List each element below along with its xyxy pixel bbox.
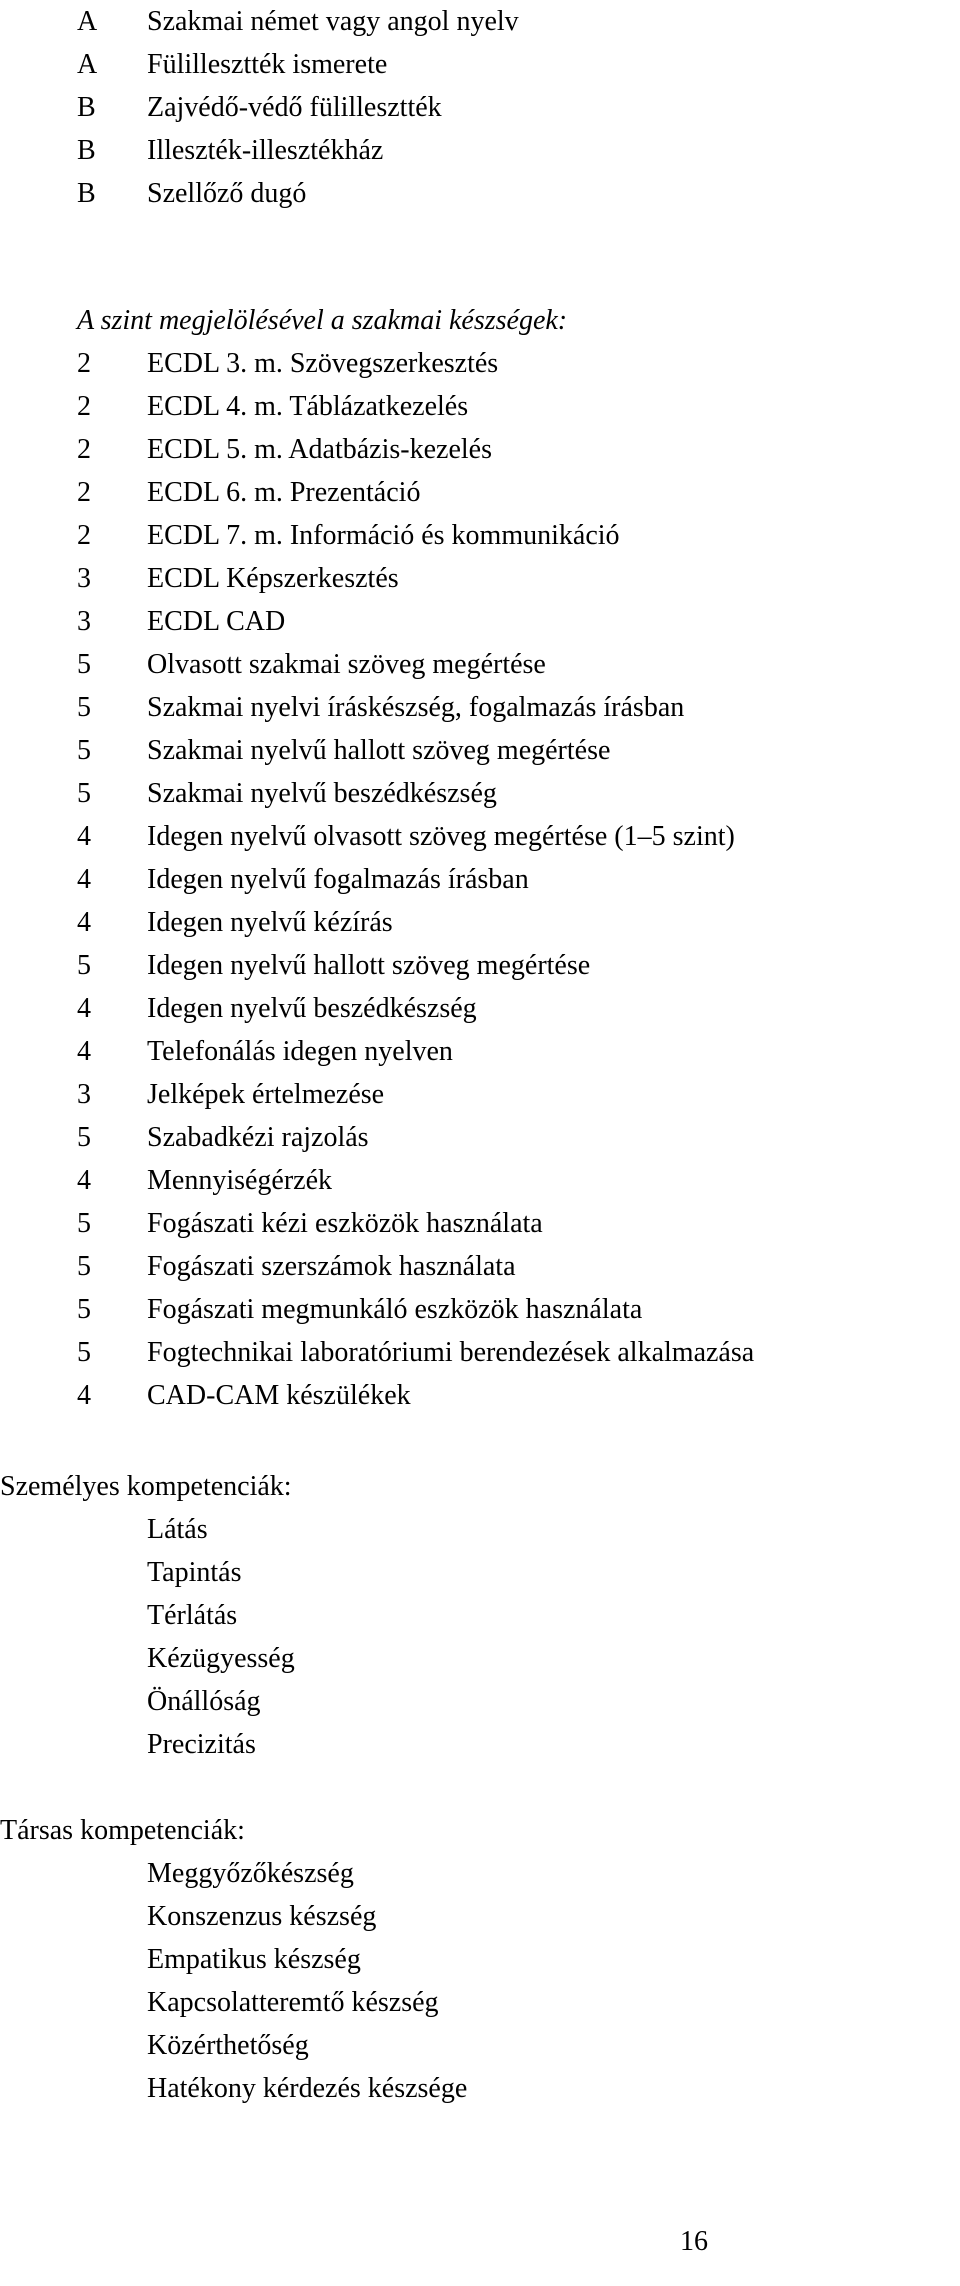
item-text: Empatikus készség <box>147 1944 361 1975</box>
level-code: A <box>77 6 98 37</box>
item-text: Fogászati kézi eszközök használata <box>147 1208 543 1239</box>
item-text: Fülillesztték ismerete <box>147 49 388 80</box>
item-text: ECDL 3. m. Szövegszerkesztés <box>147 348 499 379</box>
item-text: Közérthetőség <box>147 2030 309 2061</box>
level-code: 4 <box>77 1380 91 1411</box>
item-text: Szakmai nyelvű hallott szöveg megértése <box>147 735 611 766</box>
item-text: Tapintás <box>147 1557 242 1588</box>
item-text: Fogászati szerszámok használata <box>147 1251 516 1282</box>
item-text: Konszenzus készség <box>147 1901 377 1932</box>
item-text: Térlátás <box>147 1600 238 1631</box>
item-text: Szabadkézi rajzolás <box>147 1122 369 1153</box>
item-text: ECDL CAD <box>147 606 286 637</box>
item-text: Szakmai nyelvi íráskészség, fogalmazás írásban <box>147 692 685 723</box>
item-text: Olvasott szakmai szöveg megértése <box>147 649 546 680</box>
level-code: 2 <box>77 477 91 508</box>
level-code: 3 <box>77 1079 91 1110</box>
level-code: 5 <box>77 1122 91 1153</box>
level-code: B <box>77 178 96 209</box>
social-competencies-heading: Társas kompetenciák: <box>0 1815 245 1846</box>
item-text: Idegen nyelvű beszédkészség <box>147 993 477 1024</box>
level-code: 3 <box>77 563 91 594</box>
level-code: 4 <box>77 907 91 938</box>
item-text: Kézügyesség <box>147 1643 295 1674</box>
level-code: 4 <box>77 864 91 895</box>
item-text: Szakmai nyelvű beszédkészség <box>147 778 497 809</box>
level-code: 5 <box>77 1251 91 1282</box>
level-code: B <box>77 92 96 123</box>
level-code: 4 <box>77 993 91 1024</box>
item-text: Szakmai német vagy angol nyelv <box>147 6 519 37</box>
level-code: 2 <box>77 391 91 422</box>
page-number: 16 <box>680 2226 708 2257</box>
level-code: 5 <box>77 950 91 981</box>
item-text: Fogászati megmunkáló eszközök használata <box>147 1294 643 1325</box>
item-text: Kapcsolatteremtő készség <box>147 1987 439 2018</box>
level-code: 5 <box>77 1337 91 1368</box>
level-code: 5 <box>77 735 91 766</box>
item-text: ECDL Képszerkesztés <box>147 563 399 594</box>
level-code: 4 <box>77 1165 91 1196</box>
item-text: CAD-CAM készülékek <box>147 1380 411 1411</box>
level-code: 2 <box>77 434 91 465</box>
item-text: Precizitás <box>147 1729 256 1760</box>
skills-heading: A szint megjelölésével a szakmai készségek: <box>77 305 568 336</box>
level-code: 2 <box>77 348 91 379</box>
item-text: Hatékony kérdezés készsége <box>147 2073 468 2104</box>
level-code: 2 <box>77 520 91 551</box>
item-text: Mennyiségérzék <box>147 1165 333 1196</box>
item-text: ECDL 4. m. Táblázatkezelés <box>147 391 469 422</box>
item-text: Meggyőzőkészség <box>147 1858 354 1889</box>
level-code: 5 <box>77 1294 91 1325</box>
item-text: Szellőző dugó <box>147 178 307 209</box>
item-text: Látás <box>147 1514 208 1545</box>
level-code: 5 <box>77 778 91 809</box>
item-text: Idegen nyelvű olvasott szöveg megértése (1–5 szint) <box>147 821 735 852</box>
item-text: ECDL 5. m. Adatbázis-kezelés <box>147 434 492 465</box>
level-code: 5 <box>77 1208 91 1239</box>
level-code: 4 <box>77 821 91 852</box>
item-text: Fogtechnikai laboratóriumi berendezések alkalmazása <box>147 1337 755 1368</box>
item-text: Telefonálás idegen nyelven <box>147 1036 453 1067</box>
item-text: Illeszték-illesztékház <box>147 135 384 166</box>
item-text: ECDL 6. m. Prezentáció <box>147 477 421 508</box>
level-code: B <box>77 135 96 166</box>
level-code: A <box>77 49 98 80</box>
level-code: 5 <box>77 649 91 680</box>
item-text: Idegen nyelvű fogalmazás írásban <box>147 864 529 895</box>
item-text: Idegen nyelvű hallott szöveg megértése <box>147 950 591 981</box>
level-code: 4 <box>77 1036 91 1067</box>
level-code: 3 <box>77 606 91 637</box>
item-text: Zajvédő-védő fülillesztték <box>147 92 442 123</box>
item-text: ECDL 7. m. Információ és kommunikáció <box>147 520 620 551</box>
item-text: Önállóság <box>147 1686 261 1717</box>
personal-competencies-heading: Személyes kompetenciák: <box>0 1471 292 1502</box>
item-text: Jelképek értelmezése <box>147 1079 385 1110</box>
item-text: Idegen nyelvű kézírás <box>147 907 393 938</box>
level-code: 5 <box>77 692 91 723</box>
